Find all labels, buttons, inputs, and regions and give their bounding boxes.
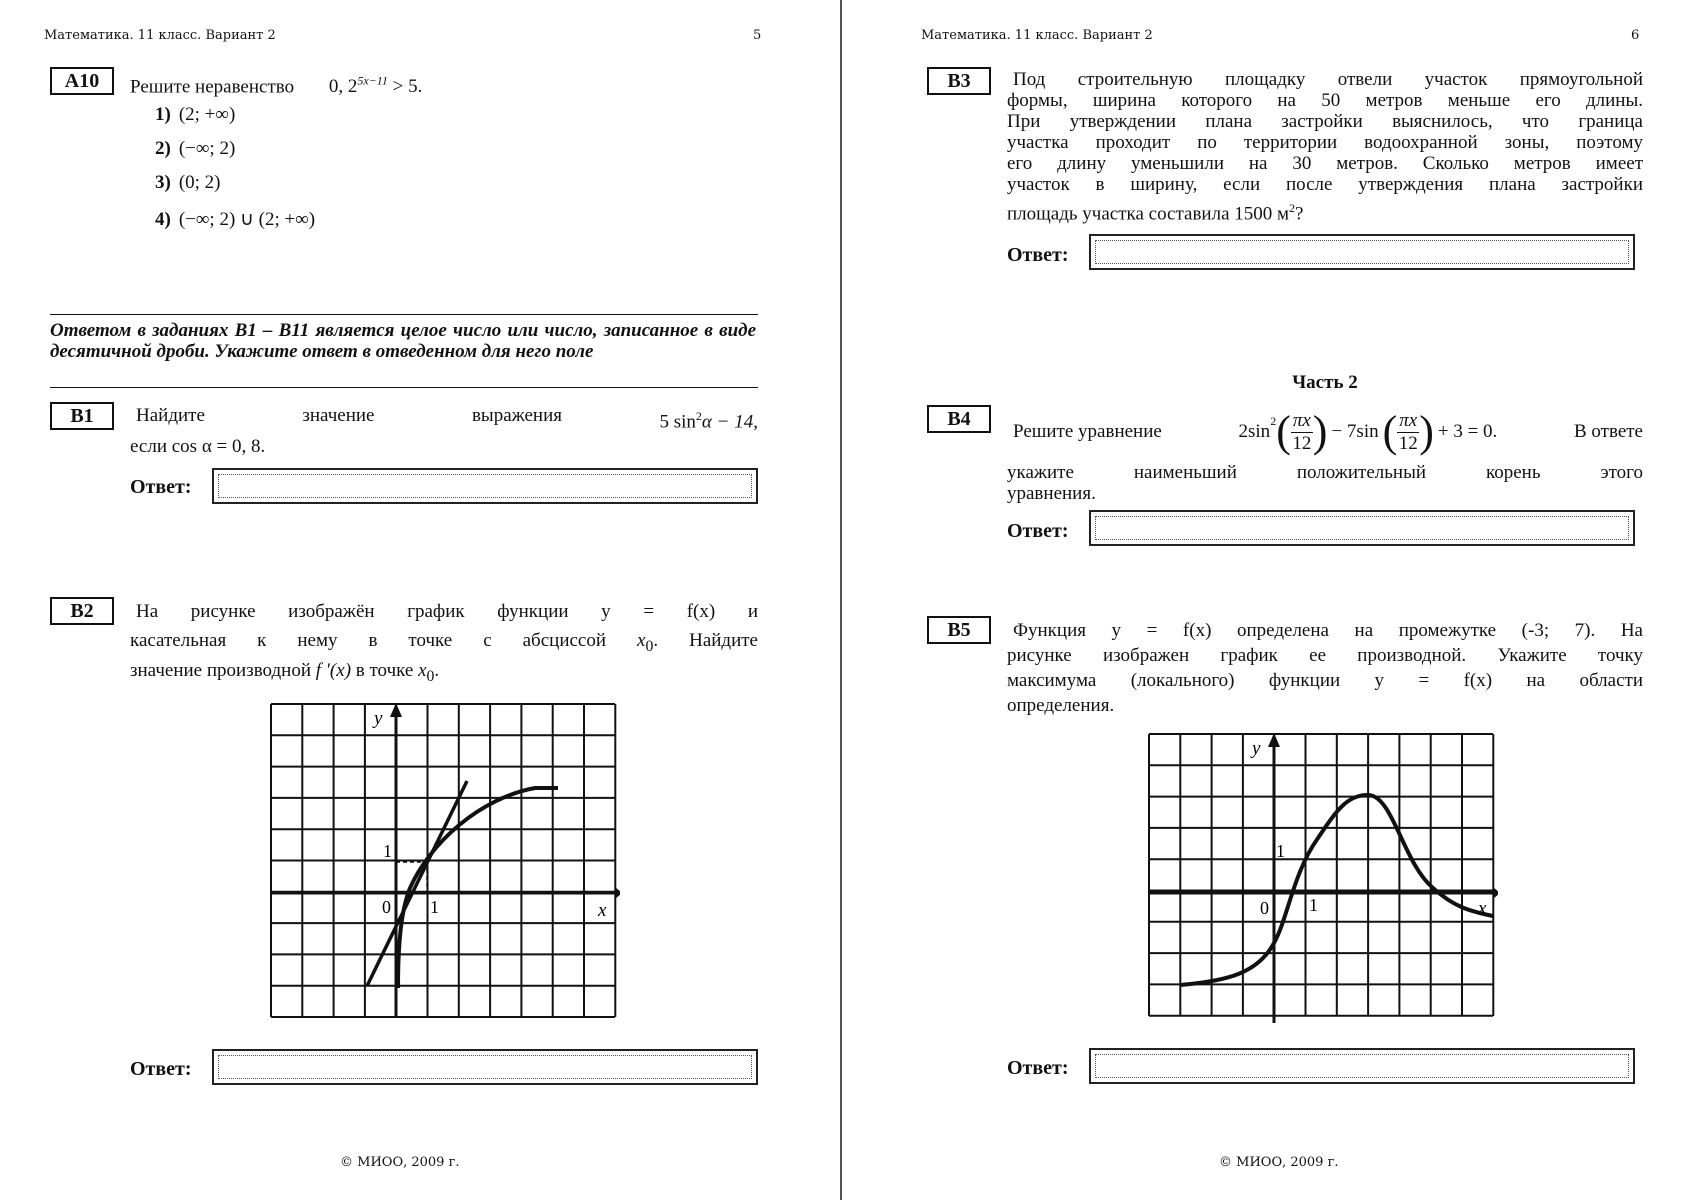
- a10-option-4[interactable]: [155, 208, 315, 231]
- b2-line3-mid: в точке: [355, 660, 414, 681]
- b2-line3: [130, 660, 439, 688]
- frac-den: 12: [1398, 432, 1418, 454]
- x-label: x: [598, 900, 607, 921]
- y-unit-label: 1: [1276, 841, 1285, 861]
- b4-eq-sup: 2: [1270, 413, 1277, 428]
- b4-eq-c: + 3 = 0.: [1437, 421, 1498, 442]
- b3-line: его длину уменьшили на 30 метров. Сколько метров имеет: [1007, 153, 1643, 174]
- b4-eq-a: 2sin: [1238, 421, 1271, 442]
- answer-input-b4[interactable]: [1095, 516, 1629, 540]
- answer-input-b5[interactable]: [1095, 1054, 1629, 1078]
- b2-line2-end: . Найдите: [653, 630, 758, 651]
- b2-line3-text: значение производной: [130, 660, 311, 681]
- page-header: Математика. 11 класс. Вариант 2: [44, 28, 276, 43]
- answer-label: Ответ:: [1007, 244, 1069, 266]
- page-header: Математика. 11 класс. Вариант 2: [921, 28, 1153, 43]
- b4-prompt: Решите уравнение: [1013, 421, 1162, 442]
- paren-left: (: [1276, 407, 1291, 456]
- page-number: 5: [753, 28, 762, 43]
- grid-b2: [271, 704, 615, 1017]
- b1-word: значение: [302, 405, 375, 426]
- a10-option-3[interactable]: [155, 172, 221, 194]
- x0-symbol: x: [637, 630, 646, 651]
- b1-expression: [659, 405, 757, 433]
- b4-fraction-1: [1291, 410, 1313, 455]
- y-label: y: [374, 708, 383, 729]
- answer-box-b1: [212, 468, 758, 504]
- b5-line4: определения.: [1007, 695, 1115, 716]
- option-number: 3): [155, 172, 171, 193]
- b2-line2: [130, 630, 758, 658]
- task-tag-b3: В3: [927, 67, 991, 95]
- y-axis-arrow: [390, 703, 402, 717]
- b4-eq-b: − 7sin: [1331, 421, 1379, 442]
- y-unit-label: 1: [383, 841, 392, 861]
- answer-label: Ответ:: [1007, 1057, 1069, 1079]
- b2-line1: На рисунке изображён график функции y = f(x) и: [136, 601, 758, 622]
- task-tag-b5: В5: [927, 616, 991, 644]
- b1-word: выражения: [471, 405, 563, 426]
- y-label: y: [1252, 738, 1261, 759]
- task-tag-b1: В1: [50, 402, 114, 430]
- notice-rule-top: [50, 314, 758, 315]
- x0-symbol: x: [418, 660, 427, 681]
- graph-b2: [270, 703, 620, 1023]
- x-unit-label: 1: [430, 897, 439, 917]
- frac-num: πx: [1292, 409, 1311, 431]
- b1-expr-sup: 2: [695, 409, 702, 423]
- origin-label: 0: [1260, 898, 1269, 918]
- answer-input-b2[interactable]: [218, 1055, 752, 1079]
- part-2-heading: Часть 2: [1292, 372, 1358, 393]
- paren-left: (: [1382, 407, 1398, 456]
- option-number: 4): [155, 209, 171, 230]
- frac-num: πx: [1399, 409, 1418, 431]
- paren-right: ): [1419, 407, 1434, 456]
- answer-input-b1[interactable]: [218, 474, 752, 498]
- b3-line: При утверждении плана застройки выяснилось, что граница: [1007, 111, 1643, 132]
- b5-line2: рисунке изображен график ее производной. Укажите точку: [1007, 645, 1643, 666]
- b5-line3: максимума (локального) функции y = f(x) на области: [1007, 670, 1643, 691]
- b3-line: участок в ширину, если после утверждения плана застройки: [1007, 174, 1643, 195]
- answer-notice: Ответом в заданиях В1 – В11 является целое число или число, записанное в виде десятичной дроби. Укажите ответ в отведенном для него поле: [50, 320, 756, 362]
- x-axis-arrow: [1493, 887, 1498, 899]
- x-label: x: [1478, 898, 1487, 919]
- task-tag-b2: В2: [50, 597, 114, 625]
- b5-line1: Функция y = f(x) определена на промежутке (-3; 7). На: [1013, 620, 1643, 641]
- notice-rule-bottom: [50, 387, 758, 388]
- answer-input-b3[interactable]: [1095, 240, 1629, 264]
- option-number: 2): [155, 138, 171, 159]
- answer-box-b4: [1089, 510, 1635, 546]
- b3-line: участка проходит по территории водоохранной зоны, поэтому: [1007, 132, 1643, 153]
- right-page: [845, 0, 1683, 1200]
- x0-sub: 0: [426, 667, 435, 685]
- option-text: (2; +∞): [178, 104, 236, 125]
- option-text: (0; 2): [178, 172, 221, 193]
- function-curve: [398, 788, 558, 988]
- b4-fraction-2: [1397, 410, 1419, 455]
- answer-box-b5: [1089, 1048, 1635, 1084]
- a10-expr-exp: 5x−11: [357, 74, 388, 88]
- b1-line1: [136, 405, 758, 433]
- answer-label: Ответ:: [130, 1058, 192, 1080]
- b1-expr-a: 5 sin: [659, 411, 696, 433]
- option-text: (−∞; 2) ∪ (2; +∞): [178, 209, 316, 230]
- b4-line1: [1013, 405, 1643, 459]
- b1-expr-b: α − 14,: [701, 411, 758, 433]
- x0-sub: 0: [645, 637, 654, 655]
- b1-line2: если cos α = 0, 8.: [130, 436, 266, 457]
- option-number: 1): [155, 104, 171, 125]
- answer-box-b2: [212, 1049, 758, 1085]
- page-footer: © МИОО, 2009 г.: [1219, 1155, 1339, 1170]
- grid-b5: [1149, 734, 1493, 1016]
- b4-tail: В ответе: [1573, 421, 1643, 442]
- task-tag-a10: А10: [50, 67, 114, 95]
- b4-line2: укажите наименьший положительный корень этого: [1007, 462, 1643, 483]
- b3-last-line: [1007, 198, 1303, 224]
- answer-label: Ответ:: [130, 476, 192, 498]
- x-axis-arrow: [615, 887, 620, 899]
- b3-last-sup: 2: [1289, 201, 1296, 215]
- b2-line2-text: касательная к нему в точке с абсциссой: [130, 630, 607, 651]
- answer-label: Ответ:: [1007, 520, 1069, 542]
- a10-prompt-text: Решите неравенство: [130, 76, 295, 98]
- b2-x0: [637, 630, 654, 655]
- b3-last-text: площадь участка составила 1500 м: [1007, 203, 1290, 225]
- page-footer: © МИОО, 2009 г.: [340, 1155, 460, 1170]
- b2-line3-end: .: [434, 660, 440, 681]
- graph-b5: [1148, 733, 1498, 1023]
- x-unit-label: 1: [1309, 895, 1318, 915]
- a10-option-1[interactable]: [155, 104, 235, 126]
- frac-den: 12: [1292, 432, 1312, 454]
- page-divider: [840, 0, 842, 1200]
- derivative-symbol: f ′(x): [315, 660, 352, 681]
- a10-prompt: [130, 70, 422, 98]
- a10-expression: [329, 76, 423, 97]
- task-tag-b4: В4: [927, 405, 991, 433]
- paren-right: ): [1312, 407, 1328, 456]
- b3-line: Под строительную площадку отвели участок прямоугольной: [1013, 69, 1643, 90]
- b1-word: Найдите: [136, 405, 205, 426]
- option-text: (−∞; 2): [178, 138, 236, 159]
- b4-line3: уравнения.: [1007, 483, 1096, 504]
- page-number: 6: [1631, 28, 1640, 43]
- answer-box-b3: [1089, 234, 1635, 270]
- b4-equation: [1238, 407, 1498, 456]
- a10-expr-rest: > 5.: [392, 76, 423, 98]
- left-page: [0, 0, 840, 1200]
- b3-last-end: ?: [1295, 203, 1304, 225]
- origin-label: 0: [382, 897, 391, 917]
- a10-option-2[interactable]: [155, 138, 235, 160]
- b3-line: формы, ширина которого на 50 метров меньше его длины.: [1007, 90, 1643, 111]
- y-axis-arrow: [1268, 733, 1280, 747]
- a10-expr-base: 0, 2: [328, 76, 358, 98]
